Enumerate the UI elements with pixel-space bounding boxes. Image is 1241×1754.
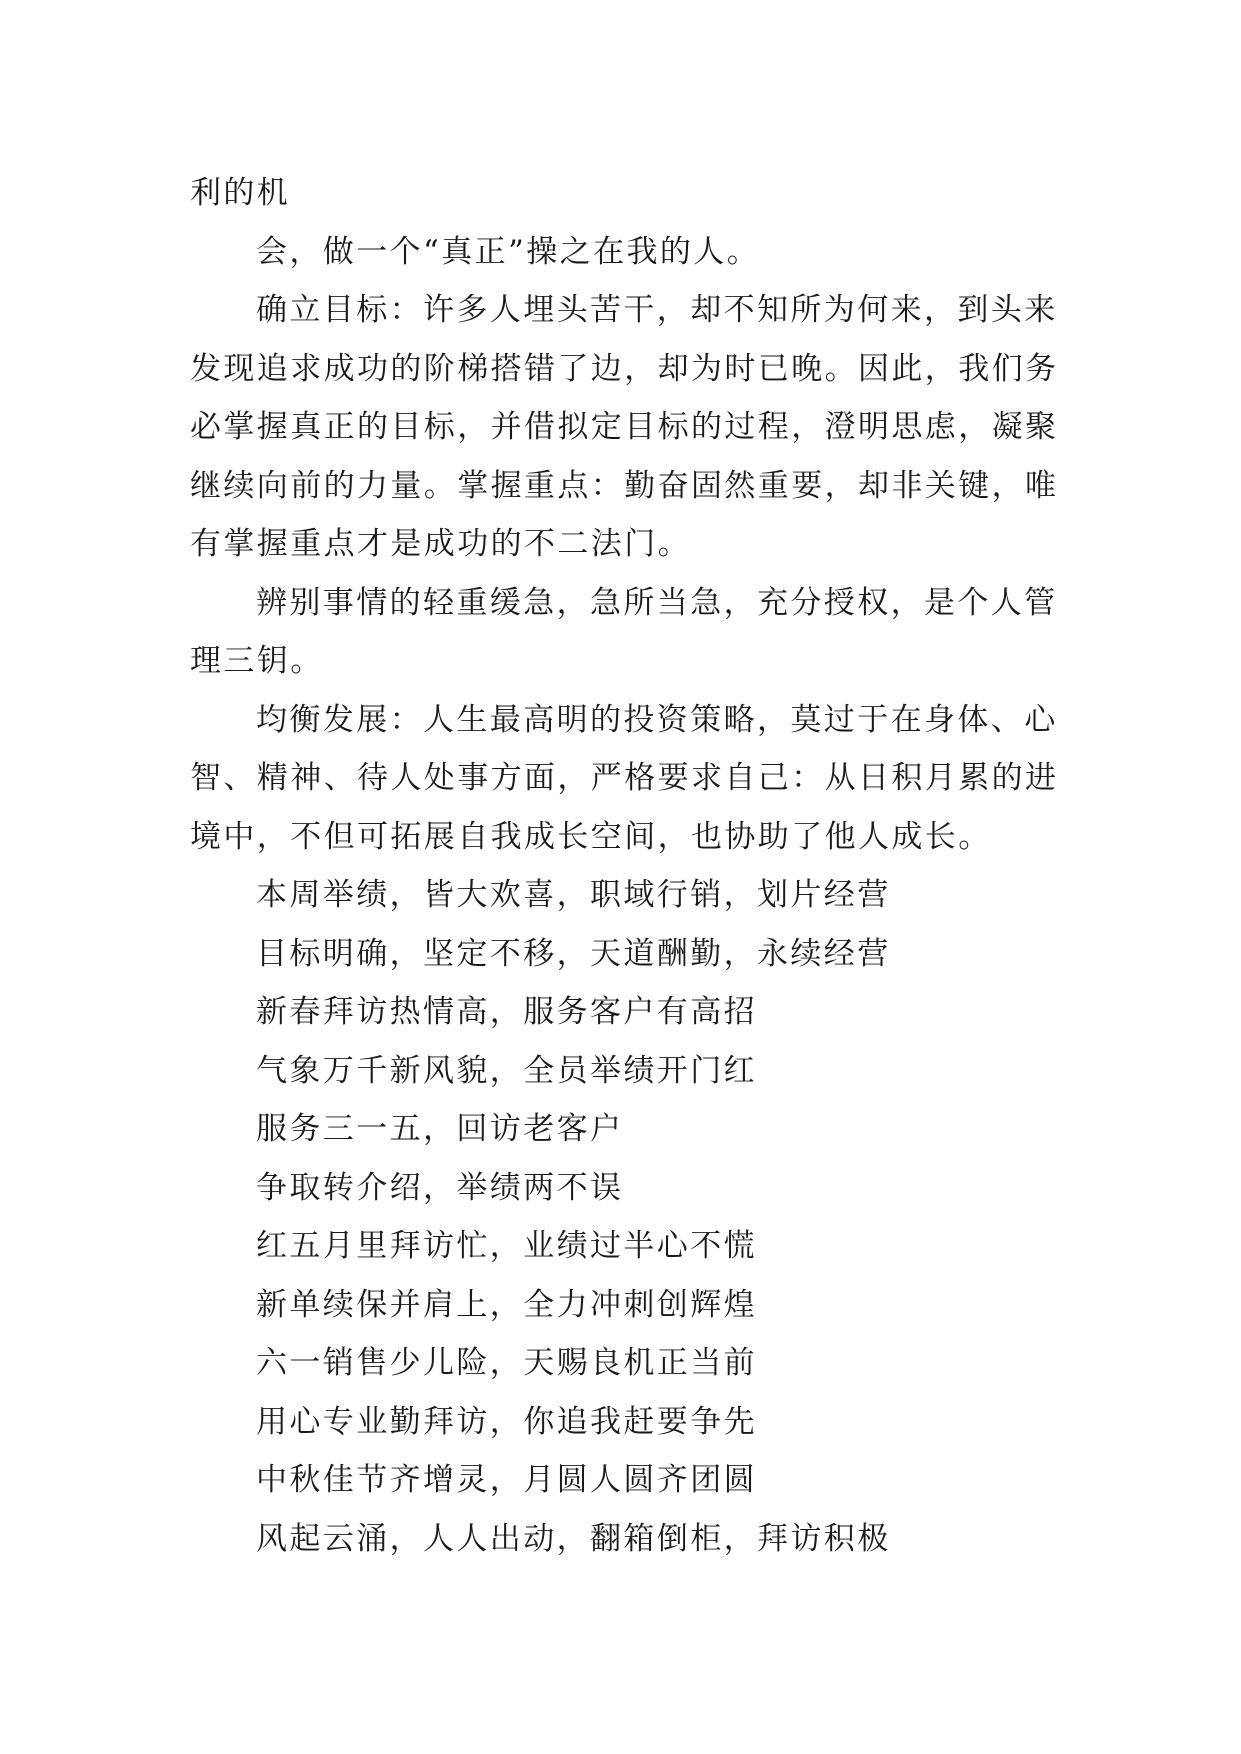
slogan-line-8: 新单续保并肩上，全力冲刺创辉煌 [256,1286,757,1323]
slogan-line-9: 六一销售少儿险，天赐良机正当前 [256,1345,757,1381]
slogan-line-12: 风起云涌，人人出动，翻箱倒柜，拜访积极 [256,1520,891,1557]
slogan-line-6: 争取转介绍，举绩两不误 [256,1169,624,1206]
paragraph-1: 利的机 [190,175,291,211]
slogan-line-11: 中秋佳节齐增灵，月圆人圆齐团圆 [256,1462,757,1498]
slogan-line-2: 目标明确，坚定不移，天道酬勤，永续经营 [256,935,891,972]
paragraph-4: 辨别事情的轻重缓急，急所当急，充分授权，是个人管理三钥。 [190,584,1058,679]
slogan-line-7: 红五月里拜访忙，业绩过半心不慌 [256,1228,757,1264]
paragraph-5: 均衡发展：人生最高明的投资策略，莫过于在身体、心智、精神、待人处事方面，严格要求自己：从日积月累的进境中，不但可拓展自我成长空间，也协助了他人成长。 [190,701,1059,855]
slogan-line-1: 本周举绩，皆大欢喜，职域行销，划片经营 [256,877,891,913]
slogan-line-3: 新春拜访热情高，服务客户有高招 [256,994,757,1030]
slogan-line-5: 服务三一五，回访老客户 [256,1111,624,1147]
slogan-line-10: 用心专业勤拜访，你追我赶要争先 [256,1403,757,1440]
paragraph-3: 确立目标：许多人埋头苦干，却不知所为何来，到头来发现追求成功的阶梯搭错了边，却为时已晚。因此，我们务必掌握真正的目标，并借拟定目标的过程，澄明思虑，凝聚继续向前的力量。掌握重点：勤奋固然重要，却非关键，唯有掌握重点才是成功的不二法门。 [190,292,1059,562]
document-page [190,164,1060,1568]
paragraph-2: 会，做一个“真正”操之在我的人。 [256,233,761,270]
slogan-line-4: 气象万千新风貌，全员举绩开门红 [256,1052,757,1089]
